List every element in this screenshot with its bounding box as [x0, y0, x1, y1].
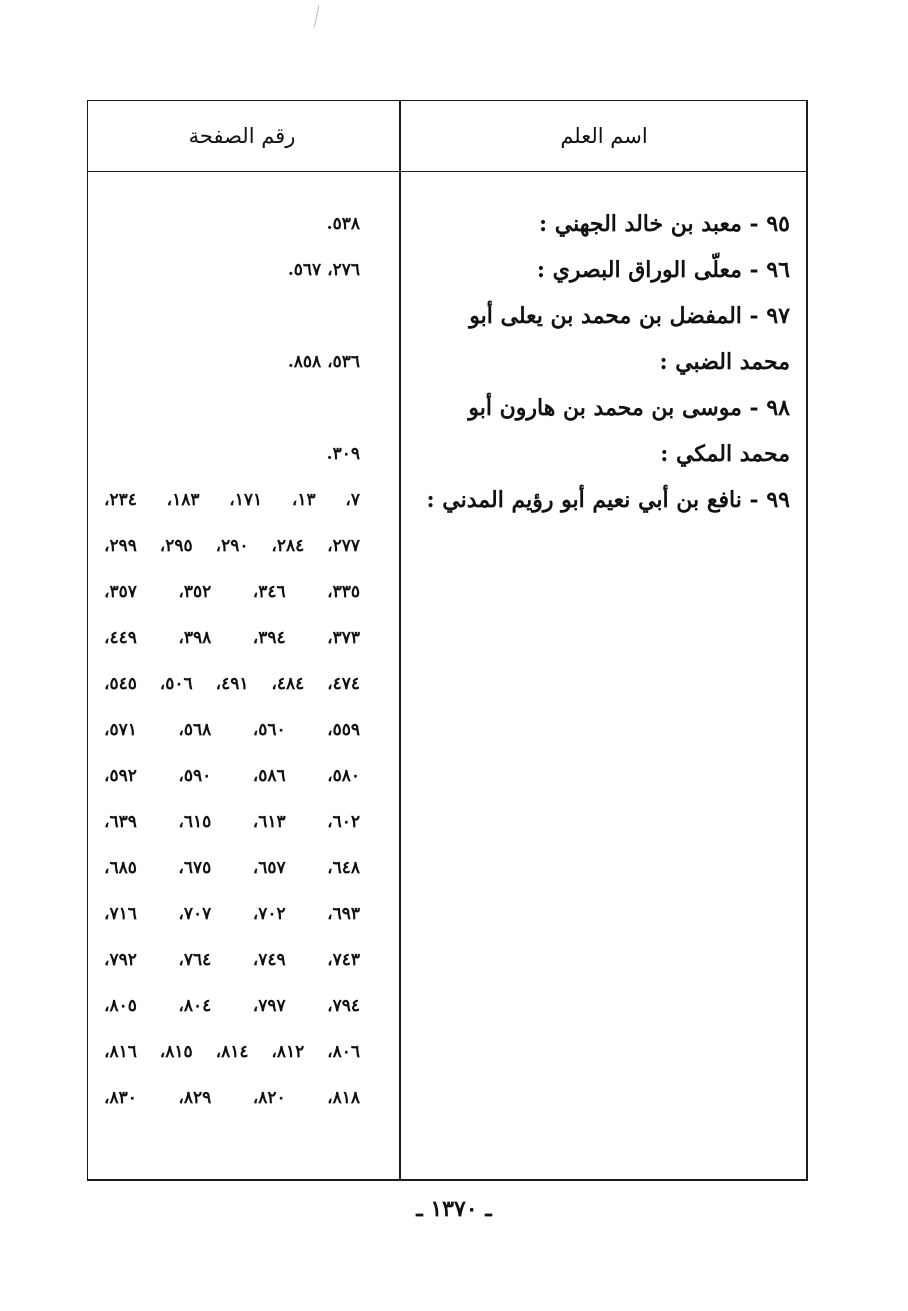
page-number: ـ ١٣٧٠ ـ [416, 1196, 492, 1222]
entry-number: ٩٩ [766, 487, 790, 513]
entry-number: ٩٥ [766, 211, 790, 237]
page-refs: ٥٣٦، ٨٥٨. [287, 352, 360, 372]
page-refs: ٣٧٣، ٣٩٤، ٣٩٨، ٤٤٩، [104, 628, 360, 648]
entry-name-line: معلّى الوراق البصري : [536, 257, 742, 283]
entry-name-continuation: محمد المكي : [660, 441, 790, 467]
page-refs: ٨٠٦، ٨١٢، ٨١٤، ٨١٥، ٨١٦، [104, 1042, 360, 1062]
index-table [87, 100, 808, 1181]
page-refs: ٧٩٤، ٧٩٧، ٨٠٤، ٨٠٥، [104, 996, 360, 1016]
page-refs: ٦٤٨، ٦٥٧، ٦٧٥، ٦٨٥، [104, 858, 360, 878]
page-refs: ٣٣٥، ٣٤٦، ٣٥٢، ٣٥٧، [104, 582, 360, 602]
entry-name-continuation: محمد الضبي : [659, 349, 790, 375]
entry-name-line: نافع بن أبي نعيم أبو رؤيم المدني : [426, 487, 742, 513]
page-refs: ٤٧٤، ٤٨٤، ٤٩١، ٥٠٦، ٥٤٥، [104, 674, 360, 694]
page-refs: ٦٩٣، ٧٠٢، ٧٠٧، ٧١٦، [104, 904, 360, 924]
page-refs-spacer [104, 293, 360, 339]
page-refs: ٥٣٨. [326, 214, 360, 234]
names-column [410, 201, 790, 523]
entry-number: ٩٦ [766, 257, 790, 283]
page-refs: ٦٠٢، ٦١٣، ٦١٥، ٦٣٩، [104, 812, 360, 832]
entry-name: ٩٦ - معلّى الوراق البصري : [536, 257, 790, 283]
page-refs-spacer [104, 385, 360, 431]
header-page-number: رقم الصفحة [188, 124, 296, 148]
page-refs: ٨١٨، ٨٢٠، ٨٢٩، ٨٣٠، [104, 1088, 360, 1108]
entry-name: ٩٨ - موسى بن محمد بن هارون أبو [468, 395, 790, 421]
entry-name-line: موسى بن محمد بن هارون أبو [468, 395, 742, 421]
entry-number: ٩٨ [766, 395, 790, 421]
entry-name: ٩٧ - المفضل بن محمد بن يعلى أبو [469, 303, 790, 329]
scan-mark [314, 6, 322, 28]
entry-number: ٩٧ [766, 303, 790, 329]
entry-name: ٩٥ - معبد بن خالد الجهني : [538, 211, 790, 237]
page-refs: ٣٠٩. [326, 444, 360, 464]
entry-name-line: معبد بن خالد الجهني : [538, 211, 742, 237]
column-divider [399, 101, 401, 1179]
page-refs: ٢٧٦، ٥٦٧. [287, 260, 360, 280]
entry-name-line: المفضل بن محمد بن يعلى أبو [469, 303, 742, 329]
page-refs: ٥٥٩، ٥٦٠، ٥٦٨، ٥٧١، [104, 720, 360, 740]
page-refs: ٧، ١٣، ١٧١، ١٨٣، ٢٣٤، [104, 490, 360, 510]
page-refs: ٥٨٠، ٥٨٦، ٥٩٠، ٥٩٢، [104, 766, 360, 786]
page-refs: ٧٤٣، ٧٤٩، ٧٦٤، ٧٩٢، [104, 950, 360, 970]
header-name: اسم العلم [560, 124, 648, 148]
page-refs: ٢٧٧، ٢٨٤، ٢٩٠، ٢٩٥، ٢٩٩، [104, 536, 360, 556]
table-header-row [88, 101, 806, 172]
pages-column [104, 201, 360, 1121]
entry-name: ٩٩ - نافع بن أبي نعيم أبو رؤيم المدني : [426, 487, 790, 513]
